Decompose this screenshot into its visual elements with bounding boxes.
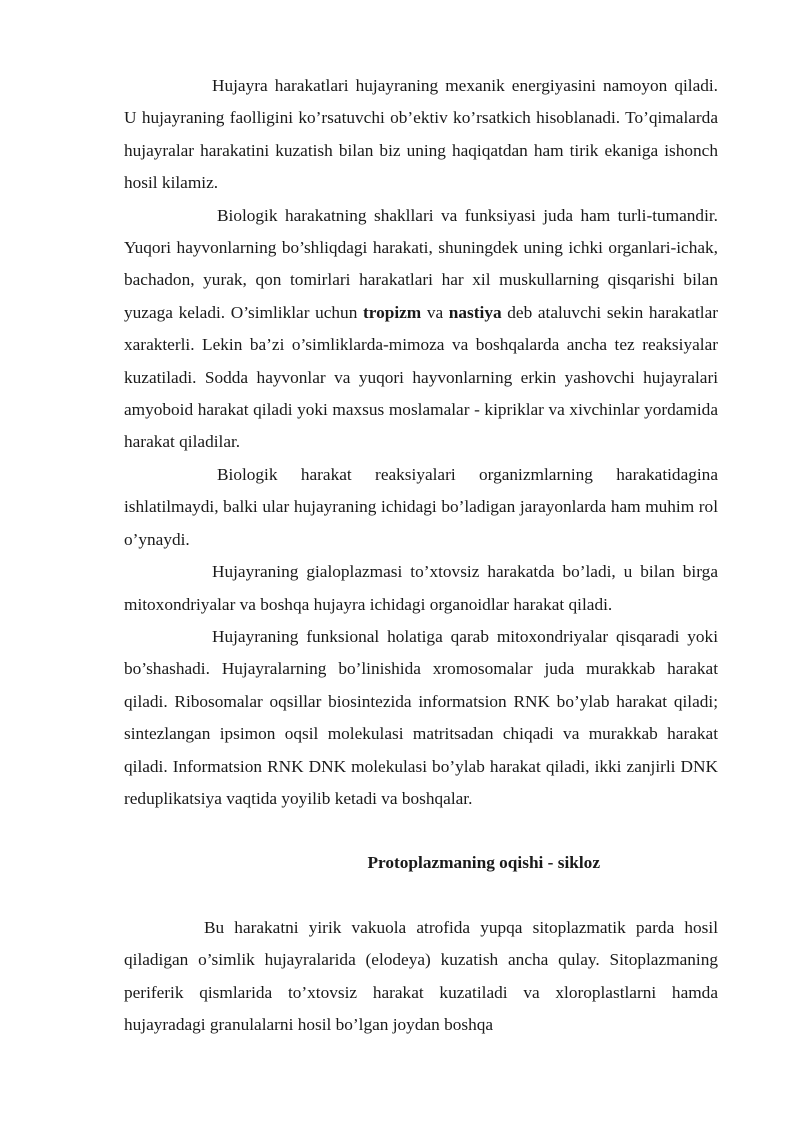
paragraph-hyaloplasm: Hujayraning gialoplazmasi to’xtovsiz harakatda bo’ladi, u bilan birga mitoxondriyalar va boshqa hujayra ichidagi organoidlar harakat qiladi. [124, 562, 718, 614]
term-tropizm: tropizm [362, 302, 422, 322]
paragraph-mitochondria: Hujayraning funksional holatiga qarab mitoxondriyalar qisqaradi yoki bo’shashadi. Hujayralarning bo’linishida xromosomalar juda murakkab harakat qiladi. Ribosomalar oqsillar biosintezida informatsion RNK bo’ylab harakat qiladi; sintezlangan ipsimon oqsil molekulasi matritsadan chiqadi va murakkab harakat qiladi. Informatsion RNK DNK molekulasi bo’ylab harakat qiladi, ikki zanjirli DNK reduplikatsiya vaqtida yoyilib ketadi va boshqalar. [124, 626, 718, 808]
paragraph-cyclosis: Bu harakatni yirik vakuola atrofida yupqa sitoplazmatik parda hosil qiladigan o’simlik hujayralarida (elodeya) kuzatish ancha qulay. Sitoplazmaning periferik qismlarida to’xtovsiz harakat kuzatiladi va xloroplastlarni hamda hujayradagi granulalarni hosil bo’lgan joydan boshqa [124, 917, 718, 1034]
paragraph-movement-reactions: Biologik harakat reaksiyalari organizmlarning harakatidagina ishlatilmaydi, balki ular hujayraning ichidagi bo’ladigan jarayonlarda ham muhim rol o’ynaydi. [124, 464, 718, 549]
paragraph-text: Biologik harakatning shakllari va funksiyasi juda ham turli-tumandir. Yuqori hayvonlarning bo’shliqdagi harakati, shuningdek uning ichki organlari-ichak, bachadon, yurak, qon tomirlari harakatlari har xil muskullarning qisqarishi bilan yuzaga keladi. O’simliklar uchun [124, 205, 718, 322]
term-nastiya: nastiya [448, 302, 502, 322]
paragraph-text: va [421, 302, 449, 322]
paragraph-biological-movement [124, 200, 718, 459]
paragraph-text: deb ataluvchi sekin harakatlar xarakterli. Lekin ba’zi o’simliklarda-mimoza va boshqalarda ancha tez reaksiyalar kuzatiladi. Sodda hayvonlar va yuqori hayvonlarning erkin yashovchi hujayralari amyoboid harakat qiladi yoki maxsus moslamalar - kipriklar va xivchinlar yordamida harakat qiladilar. [124, 302, 719, 452]
section-heading: Protoplazmaning oqishi - sikloz [367, 853, 600, 873]
document-page [124, 70, 718, 1041]
paragraph-cell-movement: Hujayra harakatlari hujayraning mexanik energiyasini namoyon qiladi. U hujayraning faolligini ko’rsatuvchi ob’ektiv ko’rsatkich hisoblanadi. To’qimalarda hujayralar harakatini kuzatish bilan biz uning haqiqatdan ham tirik ekaniga ishonch hosil kilamiz. [124, 76, 718, 193]
